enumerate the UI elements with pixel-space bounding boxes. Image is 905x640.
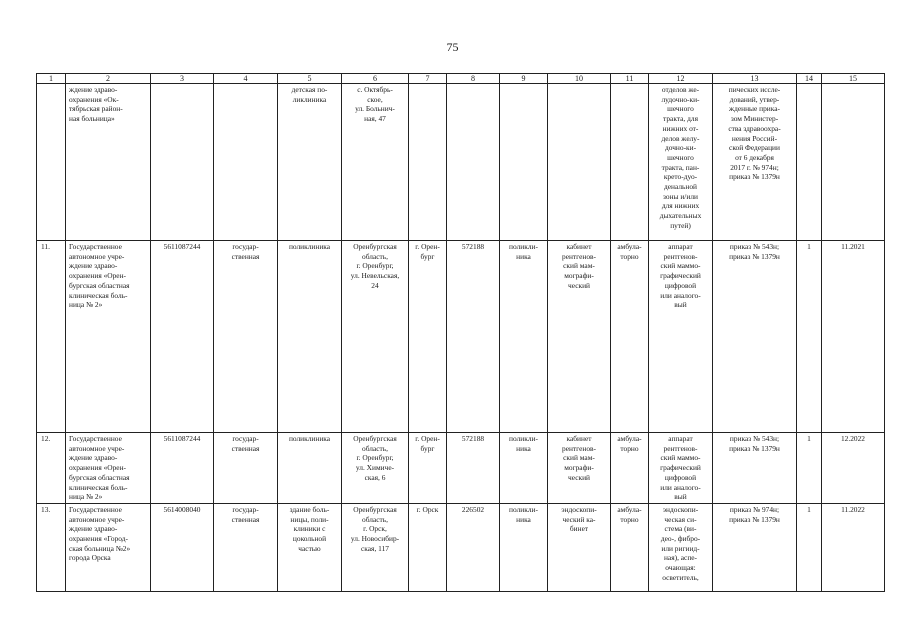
column-number: 11 (611, 74, 649, 84)
table-row (37, 433, 885, 504)
row-number: 11. (37, 241, 66, 433)
equipment: аппарат рентгенов- ский маммо- графический цифровой или аналого- вый (649, 433, 713, 504)
care-type: амбула- торно (611, 433, 649, 504)
quantity: 1 (797, 503, 822, 591)
building-type: поликлиника (278, 241, 342, 433)
oktmo-code: 572188 (447, 241, 500, 433)
column-number: 1 (37, 74, 66, 84)
column-number: 5 (278, 74, 342, 84)
column-number: 6 (342, 74, 409, 84)
oktmo-code: 572188 (447, 433, 500, 504)
column-number: 13 (713, 74, 797, 84)
inn: 5614008040 (151, 503, 214, 591)
organization-name: Государственное автономное учре- ждение здраво- охранения «Орен- бургская областная клиническая боль- ница № 2» (66, 241, 151, 433)
room: кабинет рентгенов- ский мам- мографи- ческий (548, 433, 611, 504)
order: приказ № 974н; приказ № 1379н (713, 503, 797, 591)
address: Оренбургская область, г. Оренбург, ул. Химиче- ская, 6 (342, 433, 409, 504)
building-type: поликлиника (278, 433, 342, 504)
continuation-org-cell: ждение здраво- охранения «Ок- тябрьская район- ная больница» (66, 84, 151, 241)
continuation-building-cell: детская по- ликлиника (278, 84, 342, 241)
column-number: 3 (151, 74, 214, 84)
address: Оренбургская область, г. Орск, ул. Новосибир- ская, 117 (342, 503, 409, 591)
continuation-order-cell: пических исслe- дований, утвер- жденные прика- зом Министер- ства здравоохра- нения Россий- ской Федерации от 6 декабря 2017 г. № 974н; приказ № 1379н (713, 84, 797, 241)
date: 11.2021 (822, 241, 885, 433)
column-number: 7 (409, 74, 447, 84)
column-number: 4 (214, 74, 278, 84)
building-type: здание боль- ницы, поли- клиники с цокольной частью (278, 503, 342, 591)
ownership: государ- ственная (214, 503, 278, 591)
organization-name: Государственное автономное учре- ждение здраво- охранения «Город- ская больница №2» города Орска (66, 503, 151, 591)
column-number-row (37, 74, 885, 84)
quantity: 1 (797, 241, 822, 433)
equipment: аппарат рентгенов- ский маммо- графический цифровой или аналого- вый (649, 241, 713, 433)
continuation-row (37, 84, 885, 241)
unit: поликли- ника (500, 241, 548, 433)
column-number: 2 (66, 74, 151, 84)
registry-table (36, 73, 885, 592)
city: г. Орск (409, 503, 447, 591)
city: г. Орен- бург (409, 433, 447, 504)
continuation-address-cell: с. Октябрь- ское, ул. Больнич- ная, 47 (342, 84, 409, 241)
oktmo-code: 226502 (447, 503, 500, 591)
column-number: 10 (548, 74, 611, 84)
inn: 5611087244 (151, 433, 214, 504)
column-number: 9 (500, 74, 548, 84)
column-number: 14 (797, 74, 822, 84)
column-number: 15 (822, 74, 885, 84)
date: 12.2022 (822, 433, 885, 504)
care-type: амбула- торно (611, 241, 649, 433)
equipment: эндоскопи- ческая си- стема (ви- део-, фибро- или ригиид- ная), аспе- очающая: осветитель, (649, 503, 713, 591)
column-number: 8 (447, 74, 500, 84)
unit: поликли- ника (500, 503, 548, 591)
address: Оренбургская область, г. Оренбург, ул. Невельская, 24 (342, 241, 409, 433)
care-type: амбула- торно (611, 503, 649, 591)
continuation-equipment-cell: отделов же- лудочно-ки- шечного тракта, для нижних от- делов желу- дочно-ки- шечного тракта, пан- крето-дуо- денальной зоны и/или для нижних дыхательных путей) (649, 84, 713, 241)
city: г. Орен- бург (409, 241, 447, 433)
ownership: государ- ственная (214, 433, 278, 504)
date: 11.2022 (822, 503, 885, 591)
unit: поликли- ника (500, 433, 548, 504)
column-number: 12 (649, 74, 713, 84)
room: кабинет рентгенов- ский мам- мографи- ческий (548, 241, 611, 433)
table-row (37, 241, 885, 433)
inn: 5611087244 (151, 241, 214, 433)
page-number: 75 (446, 40, 459, 54)
row-number: 13. (37, 503, 66, 591)
table-row (37, 503, 885, 591)
order: приказ № 543н; приказ № 1379н (713, 433, 797, 504)
ownership: государ- ственная (214, 241, 278, 433)
quantity: 1 (797, 433, 822, 504)
organization-name: Государственное автономное учре- ждение здраво- охранения «Орен- бургская областная клиническая боль- ница № 2» (66, 433, 151, 504)
room: эндоскопи- ческий ка- бинет (548, 503, 611, 591)
row-number: 12. (37, 433, 66, 504)
order: приказ № 543н; приказ № 1379н (713, 241, 797, 433)
